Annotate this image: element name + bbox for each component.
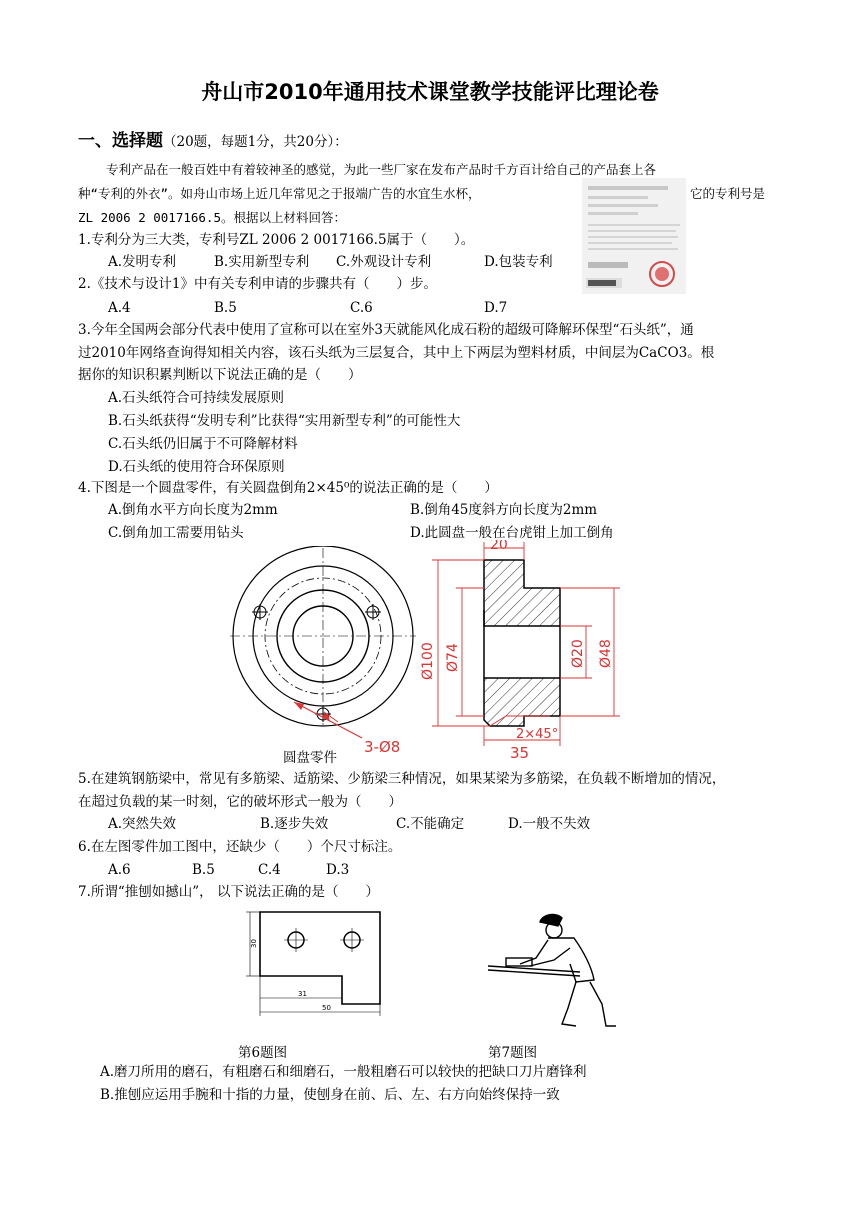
disk-part-section-view: [410, 540, 630, 765]
q4-option-b: B.倒角45度斜方向长度为2mm: [410, 502, 598, 518]
q3-line-1: 3.今年全国两会部分代表中使用了宣称可以在室外3天就能风化成石粉的超级可降解环保型“石头纸”，通: [78, 322, 694, 338]
q4-stem: 4.下图是一个圆盘零件，有关圆盘倒角2×45⁰的说法正确的是（ ）: [78, 480, 498, 496]
q2-stem: 2.《技术与设计1》中有关专利申请的步骤共有（ ）步。: [78, 276, 437, 292]
dim-d100: Ø100: [420, 642, 436, 680]
q5-option-c: C.不能确定: [396, 816, 465, 832]
hole-spec-label: 3-Ø8: [364, 738, 401, 756]
q2-option-b: B.5: [214, 300, 237, 316]
q6-option-c: C.4: [258, 862, 281, 878]
q7-stem: 7.所谓“推刨如撼山”， 以下说法正确的是（ ）: [78, 884, 379, 900]
dim-top: 20: [490, 540, 508, 553]
q3-option-b: B.石头纸获得“发明专利”比获得“实用新型专利”的可能性大: [108, 413, 461, 429]
q7-option-a: A.磨刀所用的磨石，有粗磨石和细磨石，一般粗磨石可以较快的把缺口刀片磨锋利: [100, 1064, 587, 1080]
q2-option-c: C.6: [350, 300, 373, 316]
disk-part-front-view: [230, 546, 420, 766]
q6-option-b: B.5: [192, 862, 215, 878]
fig6-plate-drawing: [244, 906, 384, 1026]
q3-option-a: A.石头纸符合可持续发展原则: [108, 390, 285, 406]
fig7-caption: 第7题图: [488, 1045, 538, 1061]
fig6-dim-height: 30: [250, 939, 258, 948]
q1-option-c: C.外观设计专利: [336, 254, 432, 270]
q5-option-d: D.一般不失效: [508, 816, 591, 832]
q6-option-a: A.6: [108, 862, 131, 878]
q3-option-d: D.石头纸的使用符合环保原则: [108, 459, 285, 475]
fig6-caption: 第6题图: [238, 1045, 288, 1061]
q6-stem: 6.在左图零件加工图中，还缺少（ ）个尺寸标注。: [78, 839, 402, 855]
dim-width: 35: [510, 744, 530, 762]
intro-line-2b: 它的专利号是: [690, 186, 766, 201]
page-title: 舟山市2010年通用技术课堂教学技能评比理论卷: [201, 80, 659, 104]
q4-option-d: D.此圆盘一般在台虎钳上加工倒角: [410, 525, 614, 541]
q3-option-c: C.石头纸仍旧属于不可降解材料: [108, 436, 298, 452]
dim-d48: Ø48: [598, 639, 614, 668]
q5-option-a: A.突然失效: [108, 816, 177, 832]
section-title: 一、选择题: [78, 131, 163, 151]
q1-option-d: D.包装专利: [484, 254, 553, 270]
q2-option-d: D.7: [484, 300, 508, 316]
dim-d74: Ø74: [445, 643, 461, 672]
section-heading: [78, 126, 348, 151]
intro-line-1: 专利产品在一般百姓中有着较神圣的感觉，为此一些厂家在发布产品时千方百计给自己的产品套上各: [106, 162, 657, 177]
q1-option-a: A.发明专利: [108, 254, 177, 270]
fig6-dim-31: 31: [298, 990, 307, 998]
q4-option-c: C.倒角加工需要用钻头: [108, 525, 244, 541]
q6-option-d: D.3: [326, 862, 350, 878]
intro-line-2a: 种“专利的外衣”。如舟山市场上近几年常见之于报端广告的水宜生水杯，: [78, 186, 481, 201]
q4-option-a: A.倒角水平方向长度为2mm: [108, 502, 278, 518]
q1-option-b: B.实用新型专利: [214, 254, 310, 270]
intro-line-3: ZL 2006 2 0017166.5。根据以上材料回答：: [78, 210, 346, 225]
q1-stem: 1.专利分为三大类，专利号ZL 2006 2 0017166.5属于（ ）。: [78, 232, 475, 248]
q3-line-2: 过2010年网络查询得知相关内容，该石头纸为三层复合，其中上下两层为塑料材质，中间层为CaCO3。根: [78, 345, 715, 361]
section-note: （20题，每题1分，共20分）：: [163, 134, 348, 150]
dim-chamfer: 2×45°: [516, 727, 559, 742]
figure4-caption: 圆盘零件: [283, 750, 337, 766]
q5-line-1: 5.在建筑钢筋梁中，常见有多筋梁、适筋梁、少筋梁三种情况，如果某梁为多筋梁，在负载不断增加的情况，: [78, 771, 726, 787]
patent-certificate-image: [582, 178, 686, 294]
fig6-dim-50: 50: [322, 1004, 331, 1012]
q7-option-b: B.推刨应运用手腕和十指的力量，使刨身在前、后、左、右方向始终保持一致: [100, 1087, 560, 1103]
dim-d20: Ø20: [570, 639, 586, 668]
q3-line-3: 据你的知识积累判断以下说法正确的是（ ）: [78, 367, 362, 383]
q2-option-a: A.4: [108, 300, 131, 316]
q5-line-2: 在超过负载的某一时刻，它的破坏形式一般为（ ）: [78, 794, 402, 810]
q5-option-b: B.逐步失效: [260, 816, 329, 832]
fig7-planing-person: [484, 908, 620, 1032]
